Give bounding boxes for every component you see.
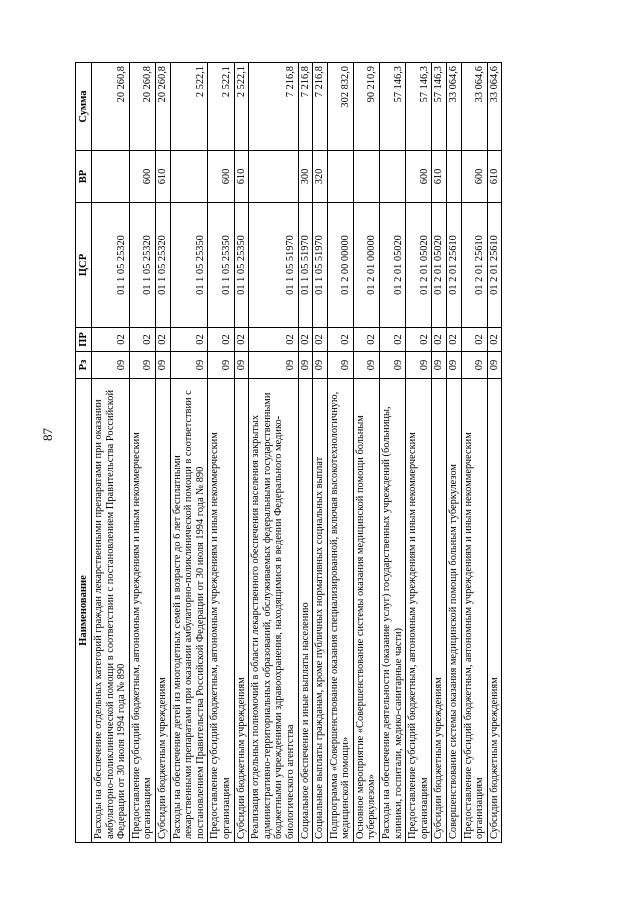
cell-vr: 610 — [234, 151, 249, 203]
cell-vr — [249, 151, 298, 203]
cell-pr: 02 — [353, 328, 379, 352]
rotated-page-content — [75, 63, 560, 843]
cell-sum: 20 260,8 — [129, 63, 155, 151]
table-row — [406, 63, 432, 843]
cell-vr — [170, 151, 208, 203]
cell-csr: 01 2 01 05020 — [432, 203, 447, 328]
cell-csr: 01 1 05 51970 — [298, 203, 313, 328]
cell-name: Предоставление субсидий бюджетным, автономным учреждениям и иным некоммерческим организациям — [406, 379, 432, 843]
cell-pr: 02 — [129, 328, 155, 352]
cell-vr: 300 — [298, 151, 313, 203]
cell-rz: 09 — [313, 352, 328, 379]
cell-sum: 302 832,0 — [327, 63, 353, 151]
cell-name: Расходы на обеспечение отдельных категорий граждан лекарственными препаратами при оказании амбулаторно-поликлинической помощи в соответствии с постановлением Правительства Российской Федерации от 30 июля 1994 года № 890 — [92, 379, 130, 843]
cell-name: Расходы на обеспечение деятельности (оказание услуг) государственных учреждений (больницы, клиники, госпитали, медико-санитарные части) — [380, 379, 406, 843]
cell-pr: 02 — [234, 328, 249, 352]
cell-csr: 01 2 00 00000 — [327, 203, 353, 328]
table-row — [313, 63, 328, 843]
cell-pr: 02 — [208, 328, 234, 352]
table-row — [298, 63, 313, 843]
table-row — [155, 63, 170, 843]
cell-csr: 01 1 05 51970 — [313, 203, 328, 328]
table-row — [170, 63, 208, 843]
cell-rz: 09 — [432, 352, 447, 379]
cell-name: Субсидии бюджетным учреждениям — [432, 379, 447, 843]
cell-pr: 02 — [327, 328, 353, 352]
cell-sum: 2 522,1 — [208, 63, 234, 151]
cell-csr: 01 1 05 25350 — [208, 203, 234, 328]
cell-vr: 610 — [155, 151, 170, 203]
cell-vr: 600 — [406, 151, 432, 203]
cell-vr — [327, 151, 353, 203]
cell-vr — [380, 151, 406, 203]
cell-sum: 2 522,1 — [234, 63, 249, 151]
cell-csr: 01 1 05 51970 — [249, 203, 298, 328]
cell-name: Субсидии бюджетным учреждениям — [155, 379, 170, 843]
header-rz: Рз — [76, 352, 92, 379]
cell-rz: 09 — [353, 352, 379, 379]
cell-pr: 02 — [380, 328, 406, 352]
cell-sum: 57 146,3 — [406, 63, 432, 151]
cell-pr: 02 — [487, 328, 502, 352]
cell-rz: 09 — [487, 352, 502, 379]
cell-vr: 600 — [129, 151, 155, 203]
cell-name: Расходы на обеспечение детей из многодетных семей в возрасте до 6 лет бесплатными лекарственными препаратами при оказании амбулаторно-поликлинической помощи в соответствии с постановлением Правительства Российской Федерации от 30 июля 1994 года № 890 — [170, 379, 208, 843]
cell-rz: 09 — [298, 352, 313, 379]
cell-name: Совершенствование системы оказания медицинской помощи больным туберкулезом — [447, 379, 462, 843]
cell-pr: 02 — [313, 328, 328, 352]
table-row — [487, 63, 502, 843]
cell-rz: 09 — [129, 352, 155, 379]
table-row — [208, 63, 234, 843]
table-row — [380, 63, 406, 843]
cell-pr: 02 — [249, 328, 298, 352]
cell-rz: 09 — [92, 352, 130, 379]
cell-csr: 01 2 01 25610 — [461, 203, 487, 328]
cell-sum: 90 210,9 — [353, 63, 379, 151]
table-row — [447, 63, 462, 843]
page-number: 87 — [40, 428, 55, 441]
cell-csr: 01 1 05 25350 — [234, 203, 249, 328]
cell-csr: 01 2 01 05020 — [380, 203, 406, 328]
cell-name: Социальное обеспечение и иные выплаты населению — [298, 379, 313, 843]
table-row — [432, 63, 447, 843]
cell-name: Предоставление субсидий бюджетным, автономным учреждениям и иным некоммерческим организациям — [129, 379, 155, 843]
cell-vr — [92, 151, 130, 203]
cell-sum: 7 216,8 — [298, 63, 313, 151]
cell-vr: 610 — [487, 151, 502, 203]
cell-pr: 02 — [461, 328, 487, 352]
cell-sum: 7 216,8 — [313, 63, 328, 151]
cell-csr: 01 1 05 25350 — [170, 203, 208, 328]
cell-csr: 01 1 05 25320 — [92, 203, 130, 328]
cell-name: Субсидии бюджетным учреждениям — [487, 379, 502, 843]
cell-vr: 320 — [313, 151, 328, 203]
cell-sum: 57 146,3 — [380, 63, 406, 151]
cell-rz: 09 — [170, 352, 208, 379]
cell-csr: 01 2 01 25610 — [447, 203, 462, 328]
cell-pr: 02 — [406, 328, 432, 352]
cell-pr: 02 — [92, 328, 130, 352]
table-row — [327, 63, 353, 843]
table-row — [92, 63, 130, 843]
cell-pr: 02 — [155, 328, 170, 352]
cell-pr: 02 — [170, 328, 208, 352]
cell-name: Реализация отдельных полномочий в области лекарственного обеспечения населения закрытых административно-территориальных образований, обслуживаемых федеральными государственными бюджетными учреждениями здравоохранения, находящимися в ведении Федерального медико-биологического агентства — [249, 379, 298, 843]
cell-sum: 57 146,3 — [432, 63, 447, 151]
table-row — [353, 63, 379, 843]
cell-csr: 01 2 01 05020 — [406, 203, 432, 328]
cell-sum: 33 064,6 — [487, 63, 502, 151]
cell-csr: 01 2 01 00000 — [353, 203, 379, 328]
cell-rz: 09 — [327, 352, 353, 379]
table-header-row — [76, 63, 92, 843]
cell-sum: 20 260,8 — [155, 63, 170, 151]
cell-name: Предоставление субсидий бюджетным, автономным учреждениям и иным некоммерческим организациям — [461, 379, 487, 843]
cell-rz: 09 — [406, 352, 432, 379]
budget-table — [75, 62, 502, 843]
cell-rz: 09 — [234, 352, 249, 379]
cell-name: Основное мероприятие «Совершенствование системы оказания медицинской помощи больным туберкулезом» — [353, 379, 379, 843]
cell-sum: 33 064,6 — [447, 63, 462, 151]
cell-name: Предоставление субсидий бюджетным, автономным учреждениям и иным некоммерческим организациям — [208, 379, 234, 843]
header-pr: ПР — [76, 328, 92, 352]
cell-vr: 610 — [432, 151, 447, 203]
cell-pr: 02 — [447, 328, 462, 352]
table-row — [129, 63, 155, 843]
cell-rz: 09 — [380, 352, 406, 379]
cell-rz: 09 — [461, 352, 487, 379]
header-csr: ЦСР — [76, 203, 92, 328]
cell-pr: 02 — [298, 328, 313, 352]
cell-csr: 01 1 05 25320 — [129, 203, 155, 328]
table-row — [234, 63, 249, 843]
cell-vr: 600 — [461, 151, 487, 203]
cell-name: Подпрограмма «Совершенствование оказания специализированной, включая высокотехнологичную, медицинской помощи» — [327, 379, 353, 843]
table-row — [249, 63, 298, 843]
header-sum: Сумма — [76, 63, 92, 151]
cell-csr: 01 1 05 25320 — [155, 203, 170, 328]
cell-sum: 7 216,8 — [249, 63, 298, 151]
cell-vr — [447, 151, 462, 203]
cell-rz: 09 — [208, 352, 234, 379]
cell-sum: 20 260,8 — [92, 63, 130, 151]
header-vr: ВР — [76, 151, 92, 203]
cell-csr: 01 2 01 25610 — [487, 203, 502, 328]
table-row — [461, 63, 487, 843]
cell-rz: 09 — [155, 352, 170, 379]
cell-name: Субсидии бюджетным учреждениям — [234, 379, 249, 843]
cell-vr: 600 — [208, 151, 234, 203]
cell-vr — [353, 151, 379, 203]
cell-name: Социальные выплаты гражданам, кроме публичных нормативных социальных выплат — [313, 379, 328, 843]
cell-rz: 09 — [249, 352, 298, 379]
cell-rz: 09 — [447, 352, 462, 379]
cell-sum: 33 064,6 — [461, 63, 487, 151]
header-name: Наименование — [76, 379, 92, 843]
cell-pr: 02 — [432, 328, 447, 352]
cell-sum: 2 522,1 — [170, 63, 208, 151]
